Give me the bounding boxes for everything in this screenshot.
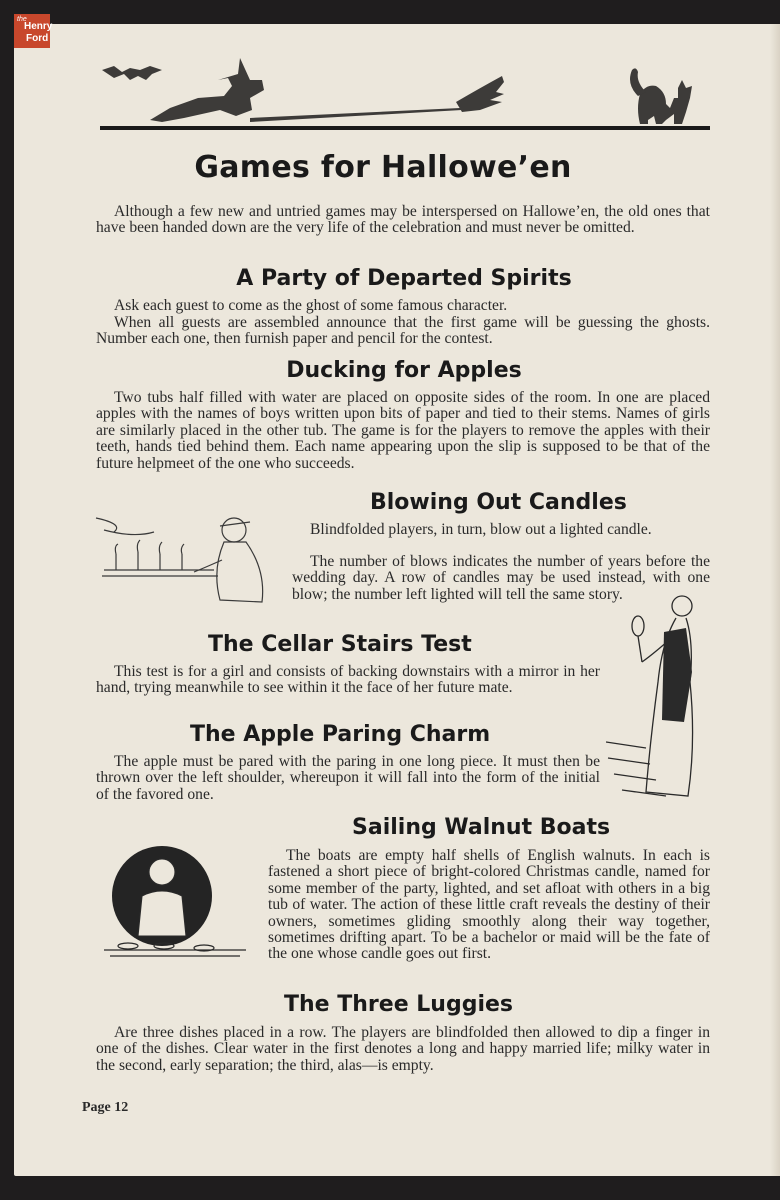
intro-paragraph: Although a few new and untried games may be interspersed on Hallowe’en, the old ones that have been handed down are the very life of the celebration and must never be omitted. [96, 203, 710, 237]
broom-icon [250, 108, 462, 122]
bat-icon [102, 66, 162, 80]
section-heading-walnut-boats: Sailing Walnut Boats [352, 815, 611, 840]
paragraph-apple-paring: The apple must be pared with the paring in one long piece. It must then be thrown over the left shoulder, whereupon it will fall into the form of the initial of the favored one. [96, 753, 600, 803]
cat-icon [638, 80, 692, 124]
section-heading-cellar-stairs: The Cellar Stairs Test [208, 632, 472, 657]
section-heading-ducking-apples: Ducking for Apples [286, 358, 522, 383]
girl-with-mirror-illustration [606, 592, 730, 818]
halloween-banner-illustration [100, 58, 710, 136]
girl-with-walnut-boats-illustration [100, 838, 250, 968]
paragraph-blowing-candles-1: Blindfolded players, in turn, blow out a lighted candle. [310, 521, 652, 538]
paragraph-ducking-apples: Two tubs half filled with water are placed on opposite sides of the room. In one are placed apples with the names of boys written upon bits of paper and tied to their stems. Names of girls are similarly placed in the other tub. The game is for the players to remove the apples with their teeth, hands tied behind them. Each name appearing upon the slip is supposed to be that of the future helpmeet of the one who succeeds. [96, 389, 710, 472]
paragraph-cellar-stairs: This test is for a girl and consists of backing downstairs with a mirror in her hand, trying meanwhile to see within it the face of her future mate. [96, 663, 600, 697]
paragraph-three-luggies: Are three dishes placed in a row. The players are blindfolded then allowed to dip a finger in one of the dishes. Clear water in the first denotes a long and happy married life; milky water in the second, early separation; the third, alas—is empty. [96, 1024, 710, 1074]
page-title: Games for Hallowe’en [194, 150, 572, 185]
paragraph-departed-spirits-1: Ask each guest to come as the ghost of some famous character. [114, 297, 508, 314]
paragraph-walnut-boats: The boats are empty half shells of English walnuts. In each is fastened a short piece of bright-colored Christmas candle, named for some member of the party, lighted, and set afloat with others in a big tub of water. The action of these little craft reveals the destiny of their owners, sometimes gliding smoothly along their way together, sometimes drifting apart. To be a bachelor or maid will be the fate of the one whose candle goes out first. [268, 847, 710, 963]
paragraph-departed-spirits-2: When all guests are assembled announce that the first game will be guessing the ghosts. Number each one, then furnish paper and pencil for the contest. [96, 314, 710, 348]
blindfolded-girl-candles-illustration [94, 510, 274, 610]
paragraph-blowing-candles-2: The number of blows indicates the number of years before the wedding day. A row of candles may be used instead, with one blow; the number left lighted will tell the same story. [292, 553, 710, 603]
section-heading-blowing-candles: Blowing Out Candles [370, 490, 627, 515]
henry-ford-logo: the Henry Ford [14, 14, 50, 48]
section-heading-departed-spirits: A Party of Departed Spirits [236, 266, 572, 291]
page-number: Page 12 [82, 1100, 129, 1115]
banner-rule [100, 126, 710, 130]
page-gutter [770, 24, 780, 1176]
witch-icon [150, 58, 264, 122]
section-heading-apple-paring: The Apple Paring Charm [190, 722, 491, 747]
section-heading-three-luggies: The Three Luggies [284, 992, 514, 1017]
